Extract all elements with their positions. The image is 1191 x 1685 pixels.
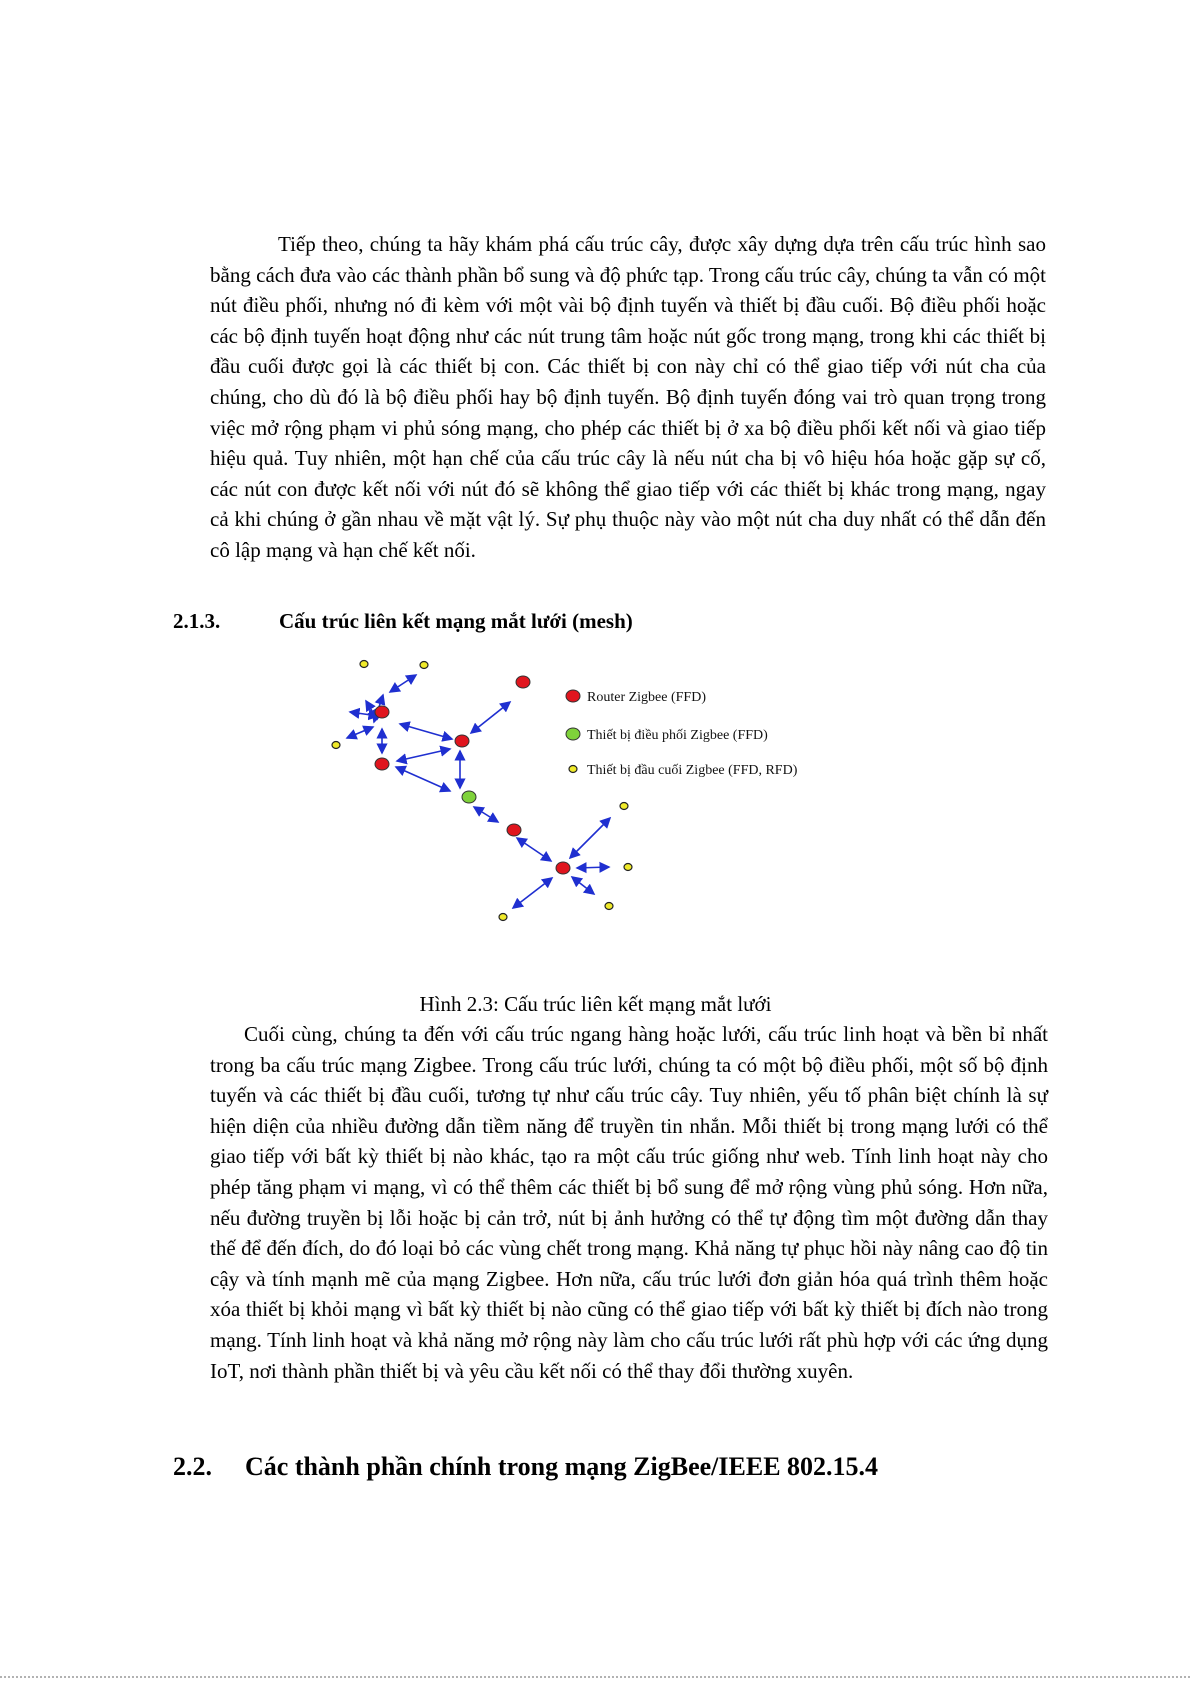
legend-end-device-label: Thiết bị đầu cuối Zigbee (FFD, RFD): [587, 763, 798, 778]
end-device-node: [499, 914, 507, 921]
router-node: [516, 676, 530, 688]
section-heading-2-1-3: [173, 606, 633, 636]
end-device-node: [605, 903, 613, 910]
router-node: [556, 862, 570, 874]
coordinator-node: [462, 791, 476, 803]
link-arrow: [513, 878, 552, 908]
legend-coordinator-label: Thiết bị điều phối Zigbee (FFD): [587, 728, 768, 743]
paragraph-tree-topology: Tiếp theo, chúng ta hãy khám phá cấu trúc cây, được xây dựng dựa trên cấu trúc hình sao bằng cách đưa vào các thành phần bổ sung và độ phức tạp. Trong cấu trúc cây, chúng ta vẫn có một nút điều phối, nhưng nó đi kèm với một vài bộ định tuyến và thiết bị đầu cuối. Bộ điều phối hoặc các bộ định tuyến hoạt động như các nút trung tâm hoặc nút gốc trong mạng, trong khi các thiết bị đầu cuối được gọi là các thiết bị con. Các thiết bị con này chỉ có thể giao tiếp với nút cha của chúng, cho dù đó là bộ điều phối hay bộ định tuyến. Bộ định tuyến đóng vai trò quan trọng trong việc mở rộng phạm vi phủ sóng mạng, cho phép các thiết bị ở xa bộ điều phối kết nối và giao tiếp hiệu quả. Tuy nhiên, một hạn chế của cấu trúc cây là nếu nút cha bị vô hiệu hóa hoặc gặp sự cố, các nút con được kết nối với nút đó sẽ không thể giao tiếp với các thiết bị khác trong mạng, ngay cả khi chúng ở gần nhau về mặt vật lý. Sự phụ thuộc này vào một nút cha duy nhất có thể dẫn đến cô lập mạng và hạn chế kết nối.: [210, 232, 1046, 562]
section-title: Các thành phần chính trong mạng ZigBee/IEEE 802.15.4: [245, 1452, 879, 1481]
link-arrow: [400, 724, 452, 739]
router-node: [375, 706, 389, 718]
paragraph-mesh-topology: Cuối cùng, chúng ta đến với cấu trúc ngang hàng hoặc lưới, cấu trúc linh hoạt và bền bỉ nhất trong ba cấu trúc mạng Zigbee. Trong cấu trúc lưới, chúng ta có một bộ điều phối, một số bộ định tuyến và các thiết bị đầu cuối, tương tự như cấu trúc cây. Tuy nhiên, yếu tố phân biệt chính là sự hiện diện của nhiều đường dẫn tiềm năng để truyền tin nhắn. Mỗi thiết bị trong mạng lưới có thể giao tiếp với bất kỳ thiết bị nào khác, tạo ra một cấu trúc giống như web. Tính linh hoạt này cho phép tăng phạm vi mạng, vì có thể thêm các thiết bị bổ sung để mở rộng vùng phủ sóng. Hơn nữa, nếu đường truyền bị lỗi hoặc bị cản trở, nút bị ảnh hưởng có thể tự động tìm một đường dẫn thay thế để đến đích, do đó loại bỏ các vùng chết trong mạng. Khả năng tự phục hồi này nâng cao độ tin cậy và tính mạnh mẽ của mạng Zigbee. Hơn nữa, cấu trúc lưới đơn giản hóa quá trình thêm hoặc xóa thiết bị khỏi mạng vì bất kỳ thiết bị nào cũng có thể giao tiếp với bất kỳ thiết bị đích nào trong mạng. Tính linh hoạt và khả năng mở rộng này làm cho cấu trúc lưới rất phù hợp với các ứng dụng IoT, nơi thành phần thiết bị và yêu cầu kết nối có thể thay đổi thường xuyên.: [210, 1022, 1048, 1383]
legend-end-device-marker: [569, 766, 577, 773]
link-arrow: [577, 867, 609, 868]
link-arrow: [347, 727, 373, 738]
figure-legend: [566, 690, 798, 778]
link-arrow: [474, 807, 498, 822]
router-node: [375, 758, 389, 770]
legend-router-label: Router Zigbee (FFD): [587, 690, 706, 705]
end-device-node: [624, 864, 632, 871]
link-arrow: [517, 838, 551, 861]
link-arrow: [390, 675, 416, 692]
legend-coordinator-marker: [566, 728, 580, 740]
link-arrow: [396, 767, 450, 791]
page-bottom-rule: [0, 1676, 1191, 1678]
section-title: Cấu trúc liên kết mạng mắt lưới (mesh): [279, 609, 633, 633]
section-number: 2.2.: [173, 1452, 212, 1481]
section-heading-2-2: [173, 1450, 878, 1484]
link-arrow: [572, 877, 594, 894]
link-arrow: [570, 818, 610, 858]
end-device-node: [332, 742, 340, 749]
link-arrow: [471, 702, 510, 733]
router-nodes: [375, 676, 570, 874]
end-device-node: [420, 662, 428, 669]
mesh-topology-figure: [330, 655, 900, 955]
link-arrow: [397, 749, 450, 761]
router-node: [507, 824, 521, 836]
legend-router-marker: [566, 690, 580, 702]
end-device-node: [360, 661, 368, 668]
section-number: 2.1.3.: [173, 609, 221, 633]
end-device-node: [620, 803, 628, 810]
figure-caption: Hình 2.3: Cấu trúc liên kết mạng mắt lưới: [419, 992, 772, 1016]
router-node: [455, 735, 469, 747]
